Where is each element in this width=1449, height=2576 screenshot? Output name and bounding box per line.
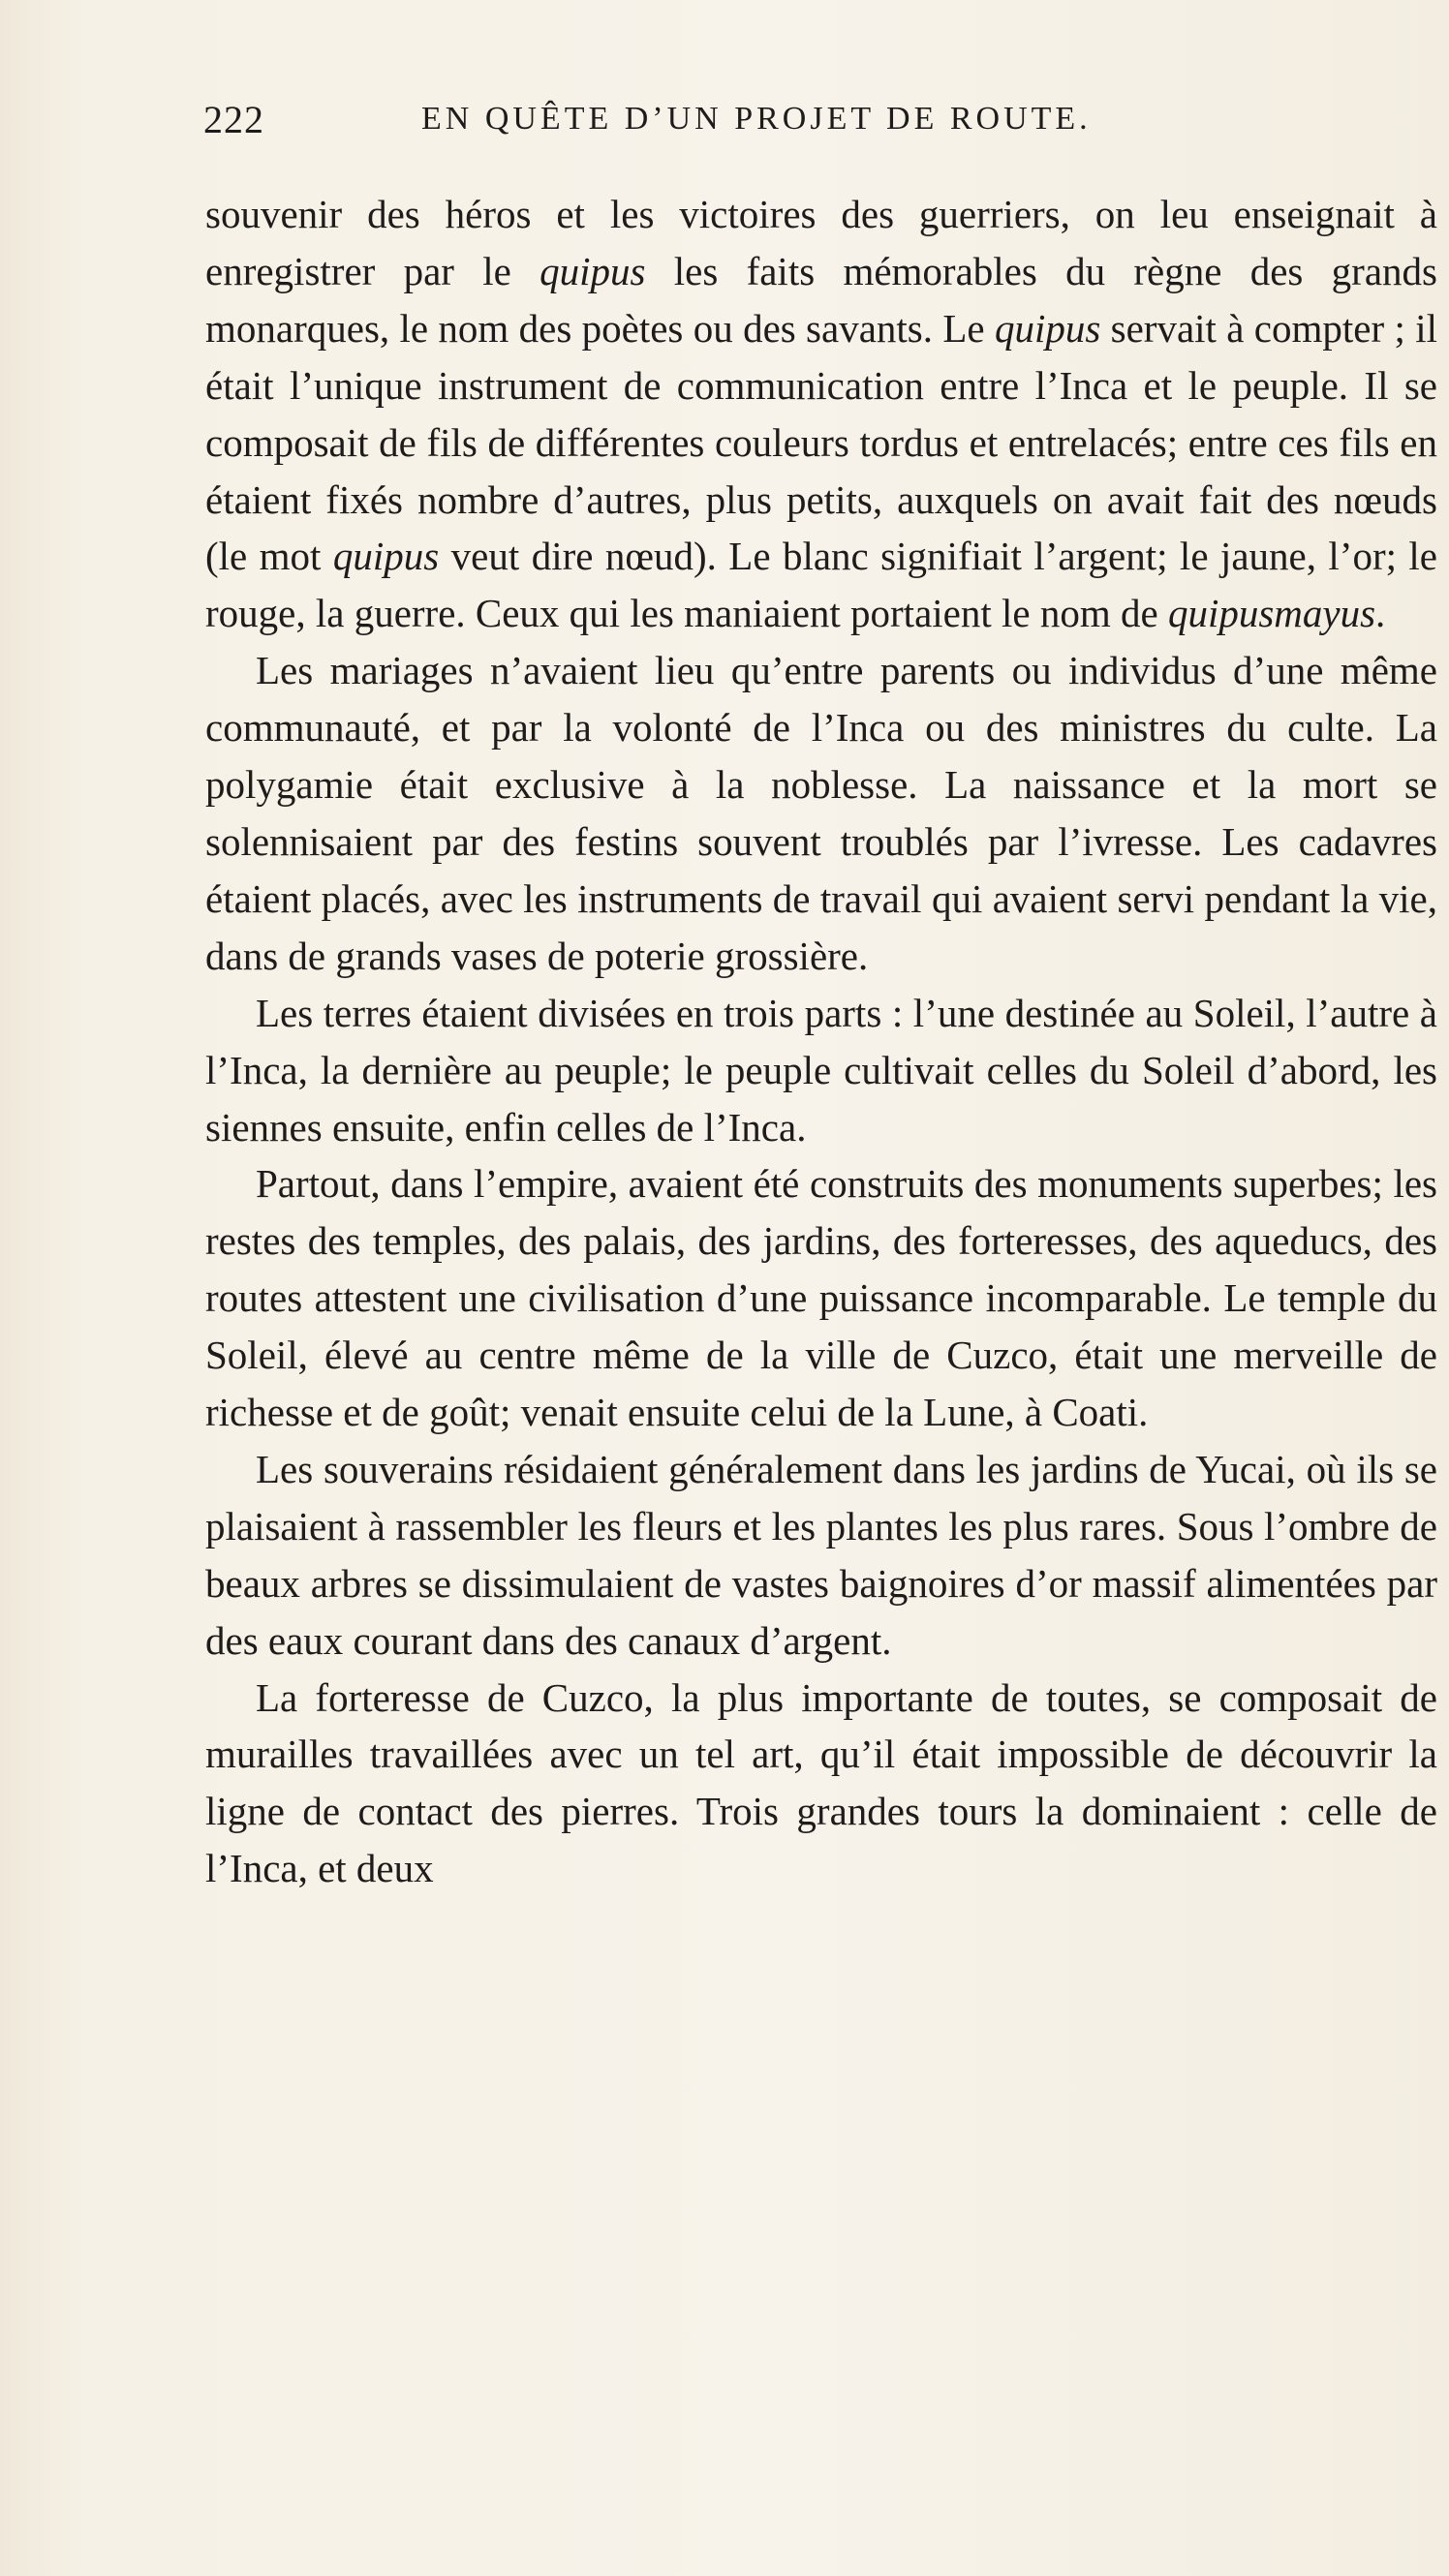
text-run: servait à compter ; il était l’unique instrument de communication entre l’Inca et le peuple. Il se composait de fils de différentes couleurs tordus et entrelacés; entre ces fils en étaient fixés nombre d’autres, plus petits, auxquels on avait fait des nœuds (le mot bbox=[205, 305, 1437, 579]
paragraph bbox=[205, 186, 1437, 642]
paragraph bbox=[205, 1670, 1437, 1898]
running-title: EN QUÊTE D’UN PROJET DE ROUTE. bbox=[421, 101, 1092, 137]
page-header bbox=[203, 97, 1230, 155]
text-run: . bbox=[1375, 591, 1386, 636]
paragraph bbox=[205, 1441, 1437, 1670]
text-run: Partout, dans l’empire, avaient été construits des monuments superbes; les restes des temples, des palais, des jardins, des forteresses, des aqueducs, des routes attestent une civilisation d’une puissance incomparable. Le temple du Soleil, élevé au centre même de la ville de Cuzco, était une merveille de richesse et de goût; venait ensuite celui de la Lune, à Coati. bbox=[205, 1161, 1437, 1435]
text-run: veut dire nœud). Le blanc signifiait l’argent; le jaune, l’or; le rouge, la guerre. Ceux qui les maniaient portaient le nom de bbox=[205, 534, 1438, 636]
italic-term: quipus bbox=[994, 305, 1101, 351]
text-run: Les terres étaient divisées en trois parts : l’une destinée au Soleil, l’autre à l’Inca, la dernière au peuple; le peuple cultivait celles du Soleil d’abord, les siennes ensuite, enfin celles de l’Inca. bbox=[205, 990, 1437, 1150]
text-run: Les souverains résidaient généralement dans les jardins de Yucai, où ils se plaisaient à rassembler les fleurs et les plantes les plus rares. Sous l’ombre de beaux arbres se dissimulaient de vastes baignoires d’or massif alimentées par des eaux courant dans des canaux d’argent. bbox=[205, 1446, 1437, 1663]
page-number: 222 bbox=[203, 98, 264, 141]
text-run: les faits mémorables du règne des grands monarques, le nom des poètes ou des savants. Le bbox=[205, 248, 1437, 351]
italic-term: quipus bbox=[540, 248, 646, 293]
text-run: souvenir des héros et les victoires des guerriers, on leu enseignait à enregistrer par le bbox=[205, 192, 1437, 293]
body-text bbox=[205, 186, 1437, 1897]
italic-term: quipus bbox=[332, 534, 440, 579]
paragraph bbox=[205, 642, 1437, 984]
paragraph bbox=[205, 985, 1437, 1156]
italic-term: quipusmayus bbox=[1167, 591, 1376, 636]
text-run: Les mariages n’avaient lieu qu’entre parents ou individus d’une même communauté, et par la volonté de l’Inca ou des ministres du culte. La polygamie était exclusive à la noblesse. La naissance et la mort se solennisaient par des festins souvent troublés par l’ivresse. Les cadavres étaient placés, avec les instruments de travail qui avaient servi pendant la vie, dans de grands vases de poterie grossière. bbox=[205, 648, 1437, 978]
paragraph bbox=[205, 1155, 1437, 1441]
text-run: La forteresse de Cuzco, la plus importante de toutes, se composait de murailles travaillées avec un tel art, qu’il était impossible de découvrir la ligne de contact des pierres. Trois grandes tours la dominaient : celle de l’Inca, et deux bbox=[205, 1674, 1437, 1891]
